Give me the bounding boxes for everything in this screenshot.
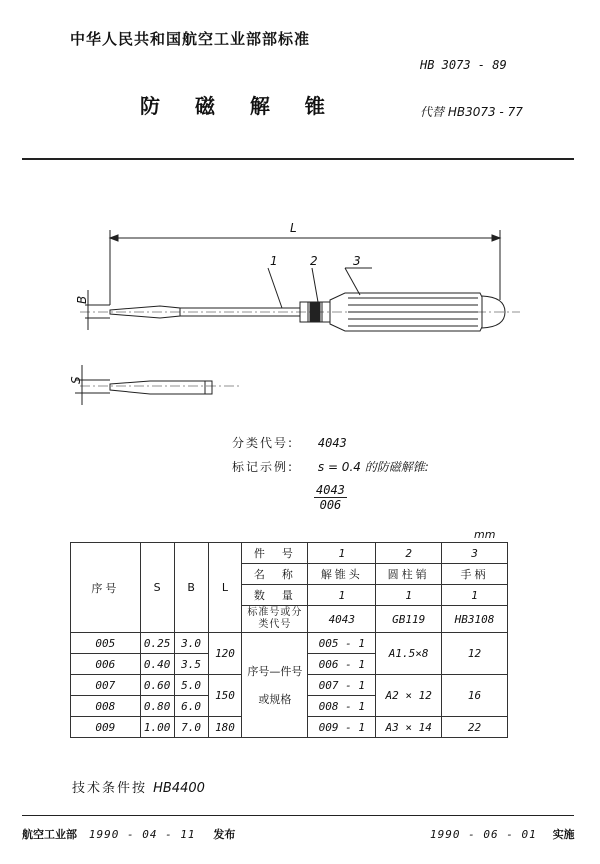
part-qty-2: 1 [376,585,442,606]
footer-implement [430,826,575,842]
row-l-180: 180 [208,717,242,738]
table-row-part-no [71,543,508,564]
table-row [71,633,508,654]
row-b: 3.0 [174,633,208,654]
part-name-2: 圆柱销 [376,564,442,585]
row-seq: 009 [71,717,141,738]
side-label-1: 序号—件号 [247,665,303,678]
row-s: 0.80 [140,696,174,717]
row-b: 7.0 [174,717,208,738]
side-label-cell [242,633,308,738]
class-code-row [232,434,347,451]
class-code-value: 4043 [317,436,347,450]
row-part1: 005 - 1 [308,633,376,654]
row-seq: 005 [71,633,141,654]
dim-b-label: B [75,295,89,304]
implement-word: 实施 [552,828,575,841]
row-header-qty: 数 量 [242,585,308,606]
part-std-2: GB119 [376,606,442,633]
pin-spec-3: A3 × 14 [376,717,442,738]
row-s: 1.00 [140,717,174,738]
callout-1: 1 [270,254,278,268]
row-header-part-no: 件 号 [242,543,308,564]
issuer: 航空工业部 [22,828,77,841]
callout-2: 2 [310,254,318,268]
row-s: 0.25 [140,633,174,654]
row-seq: 008 [71,696,141,717]
row-part1: 006 - 1 [308,654,376,675]
row-seq: 006 [71,654,141,675]
side-label-2: 或规格 [258,693,292,706]
row-part1: 008 - 1 [308,696,376,717]
part-std-3: HB3108 [442,606,508,633]
row-header-name: 名 称 [242,564,308,585]
tech-condition-label: 技术条件按 [72,781,148,796]
col-header-seq: 序号 [71,543,141,633]
row-b: 6.0 [174,696,208,717]
spec-table [70,542,508,738]
dim-s-label: S [69,376,83,384]
tech-condition-ref: HB4400 [153,781,205,796]
col-header-s: S [140,543,174,633]
marking-label: 标记示例: [232,460,295,474]
row-b: 3.5 [174,654,208,675]
part-qty-3: 1 [442,585,508,606]
dim-l-arrow-left [110,235,118,241]
dim-l-label: L [290,221,297,235]
unit-label: mm [474,528,496,541]
issue-word: 发布 [213,828,236,841]
row-part1: 007 - 1 [308,675,376,696]
footer-issue [22,826,235,842]
pin-spec-2: A2 × 12 [376,675,442,717]
row-l-150: 150 [208,675,242,717]
pin-spec-1: A1.5×8 [376,633,442,675]
row-header-std: 标准号或分类代号 [242,606,308,633]
part-number-3: 3 [442,543,508,564]
handle-spec-3: 22 [442,717,508,738]
replaces-standard: 代替 HB3073 - 77 [420,105,523,119]
marking-numerator: 4043 [316,483,345,497]
dim-l-arrow-right [492,235,500,241]
handle-spec-1: 12 [442,633,508,675]
part-name-3: 手柄 [442,564,508,585]
blade-side-view [110,381,212,394]
part-number-1: 1 [308,543,376,564]
row-s: 0.40 [140,654,174,675]
handle-spec-2: 16 [442,675,508,717]
part-qty-1: 1 [308,585,376,606]
implement-date: 1990 - 06 - 01 [430,828,537,841]
issue-date: 1990 - 04 - 11 [88,828,196,841]
marking-example-row [232,458,429,475]
footer-divider [22,815,574,816]
tech-condition [72,777,205,796]
part-std-1: 4043 [308,606,376,633]
marking-text: s = 0.4 的防磁解锥: [317,460,429,474]
row-b: 5.0 [174,675,208,696]
col-header-b: B [174,543,208,633]
row-s: 0.60 [140,675,174,696]
marking-denominator: 006 [319,498,342,512]
row-part1: 009 - 1 [308,717,376,738]
issuing-organization: 中华人民共和国航空工业部部标准 [70,30,311,48]
class-code-label: 分类代号: [232,436,295,450]
row-l-120: 120 [208,633,242,675]
part-name-1: 解锥头 [308,564,376,585]
col-header-l: L [208,543,242,633]
standard-number: HB 3073 - 89 [420,58,507,72]
marking-fraction [314,483,347,512]
part-number-2: 2 [376,543,442,564]
callout-3: 3 [353,254,361,268]
row-seq: 007 [71,675,141,696]
page-title: 防 磁 解 锥 [140,94,339,118]
screwdriver-drawing [0,0,600,430]
cylinder-pin [310,302,320,322]
